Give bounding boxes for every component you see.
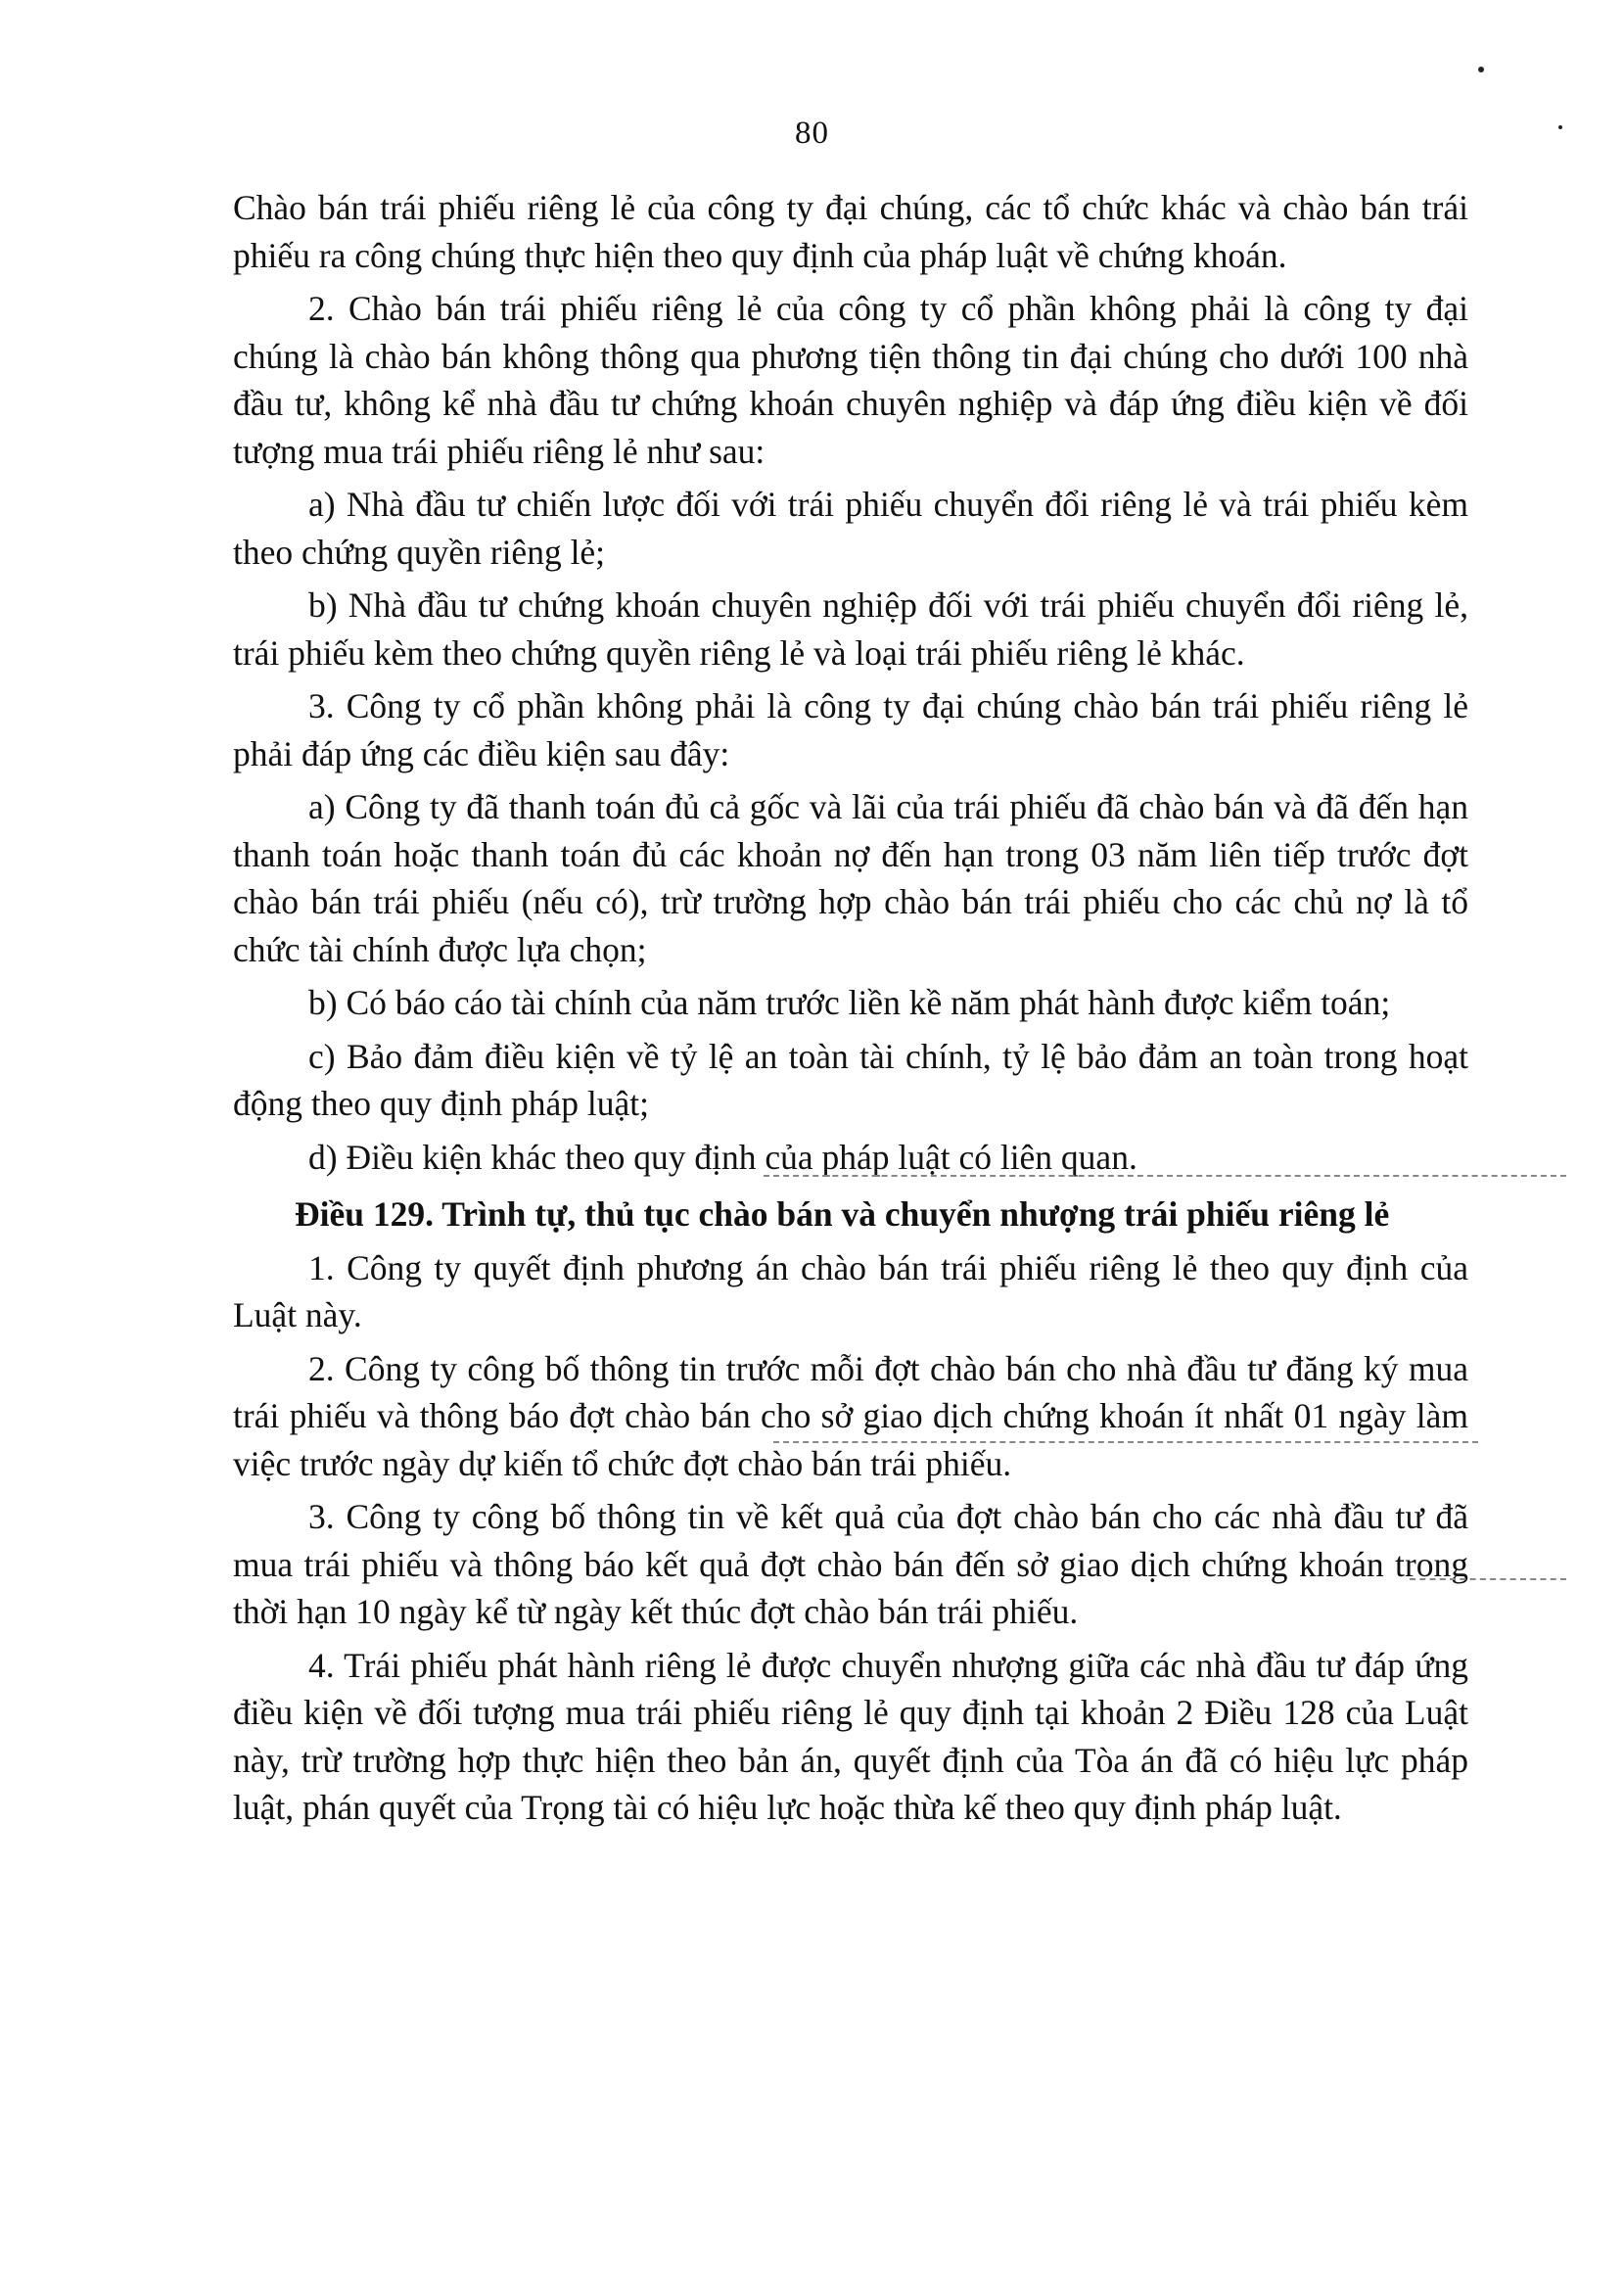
paragraph-continued: Chào bán trái phiếu riêng lẻ của công ty đại chúng, các tổ chức khác và chào bán trái phiếu ra công chúng thực hiện theo quy định của pháp luật về chứng khoán. <box>233 188 1468 275</box>
paragraph-clause-3a: a) Công ty đã thanh toán đủ cả gốc và lãi của trái phiếu đã chào bán và đã đến hạn thanh toán hoặc thanh toán đủ các khoản nợ đến hạn trong 03 năm liên tiếp trước đợt chào bán trái phiếu (nếu có), trừ trường hợp chào bán trái phiếu cho các chủ nợ là tổ chức tài chính được lựa chọn; <box>233 787 1468 969</box>
paragraph-clause-2: 2. Chào bán trái phiếu riêng lẻ của công ty cổ phần không phải là công ty đại chúng là chào bán không thông qua phương tiện thông tin đại chúng cho dưới 100 nhà đầu tư, không kể nhà đầu tư chứng khoán chuyên nghiệp và đáp ứng điều kiện về đối tượng mua trái phiếu riêng lẻ như sau: <box>233 289 1468 471</box>
scan-speck <box>1478 67 1484 72</box>
document-body <box>233 184 1468 1838</box>
paragraph-clause-3c: c) Bảo đảm điều kiện về tỷ lệ an toàn tài chính, tỷ lệ bảo đảm an toàn trong hoạt động theo quy định pháp luật; <box>233 1036 1468 1123</box>
paragraph-clause-3d: d) Điều kiện khác theo quy định của pháp luật có liên quan. <box>308 1137 1137 1177</box>
page-number: 80 <box>795 116 829 151</box>
paragraph-clause-3: 3. Công ty cổ phần không phải là công ty đại chúng chào bán trái phiếu riêng lẻ phải đáp ứng các điều kiện sau đây: <box>233 686 1468 773</box>
paragraph-article129-clause-1: 1. Công ty quyết định phương án chào bán trái phiếu riêng lẻ theo quy định của Luật này. <box>233 1247 1468 1334</box>
scan-line-artifact <box>773 1441 1478 1443</box>
paragraph-article129-clause-2: 2. Công ty công bố thông tin trước mỗi đợt chào bán cho nhà đầu tư đăng ký mua trái phiếu và thông báo đợt chào bán cho sở giao dịch chứng khoán ít nhất 01 ngày làm việc trước ngày dự kiến tổ chức đợt chào bán trái phiếu. <box>233 1348 1468 1483</box>
scan-line-artifact <box>1410 1578 1566 1580</box>
paragraph-clause-3b: b) Có báo cáo tài chính của năm trước liền kề năm phát hành được kiểm toán; <box>308 983 1391 1022</box>
paragraph-article129-clause-4: 4. Trái phiếu phát hành riêng lẻ được chuyển nhượng giữa các nhà đầu tư đáp ứng điều kiện về đối tượng mua trái phiếu riêng lẻ quy định tại khoản 2 Điều 128 của Luật này, trừ trường hợp thực hiện theo bản án, quyết định của Tòa án đã có hiệu lực pháp luật, phán quyết của Trọng tài có hiệu lực hoặc thừa kế theo quy định pháp luật. <box>233 1645 1468 1827</box>
scan-line-artifact <box>764 1175 1566 1177</box>
paragraph-clause-2a: a) Nhà đầu tư chiến lược đối với trái phiếu chuyển đổi riêng lẻ và trái phiếu kèm theo chứng quyền riêng lẻ; <box>233 485 1468 572</box>
scan-speck <box>1558 125 1562 129</box>
paragraph-clause-2b: b) Nhà đầu tư chứng khoán chuyên nghiệp đối với trái phiếu chuyển đổi riêng lẻ, trái phiếu kèm theo chứng quyền riêng lẻ và loại trái phiếu riêng lẻ khác. <box>233 585 1468 673</box>
paragraph-article129-clause-3: 3. Công ty công bố thông tin về kết quả của đợt chào bán cho các nhà đầu tư đã mua trái phiếu và thông báo kết quả đợt chào bán đến sở giao dịch chứng khoán trong thời hạn 10 ngày kể từ ngày kết thúc đợt chào bán trái phiếu. <box>233 1497 1468 1631</box>
article-heading-129: Điều 129. Trình tự, thủ tục chào bán và chuyển nhượng trái phiếu riêng lẻ <box>295 1194 1390 1234</box>
